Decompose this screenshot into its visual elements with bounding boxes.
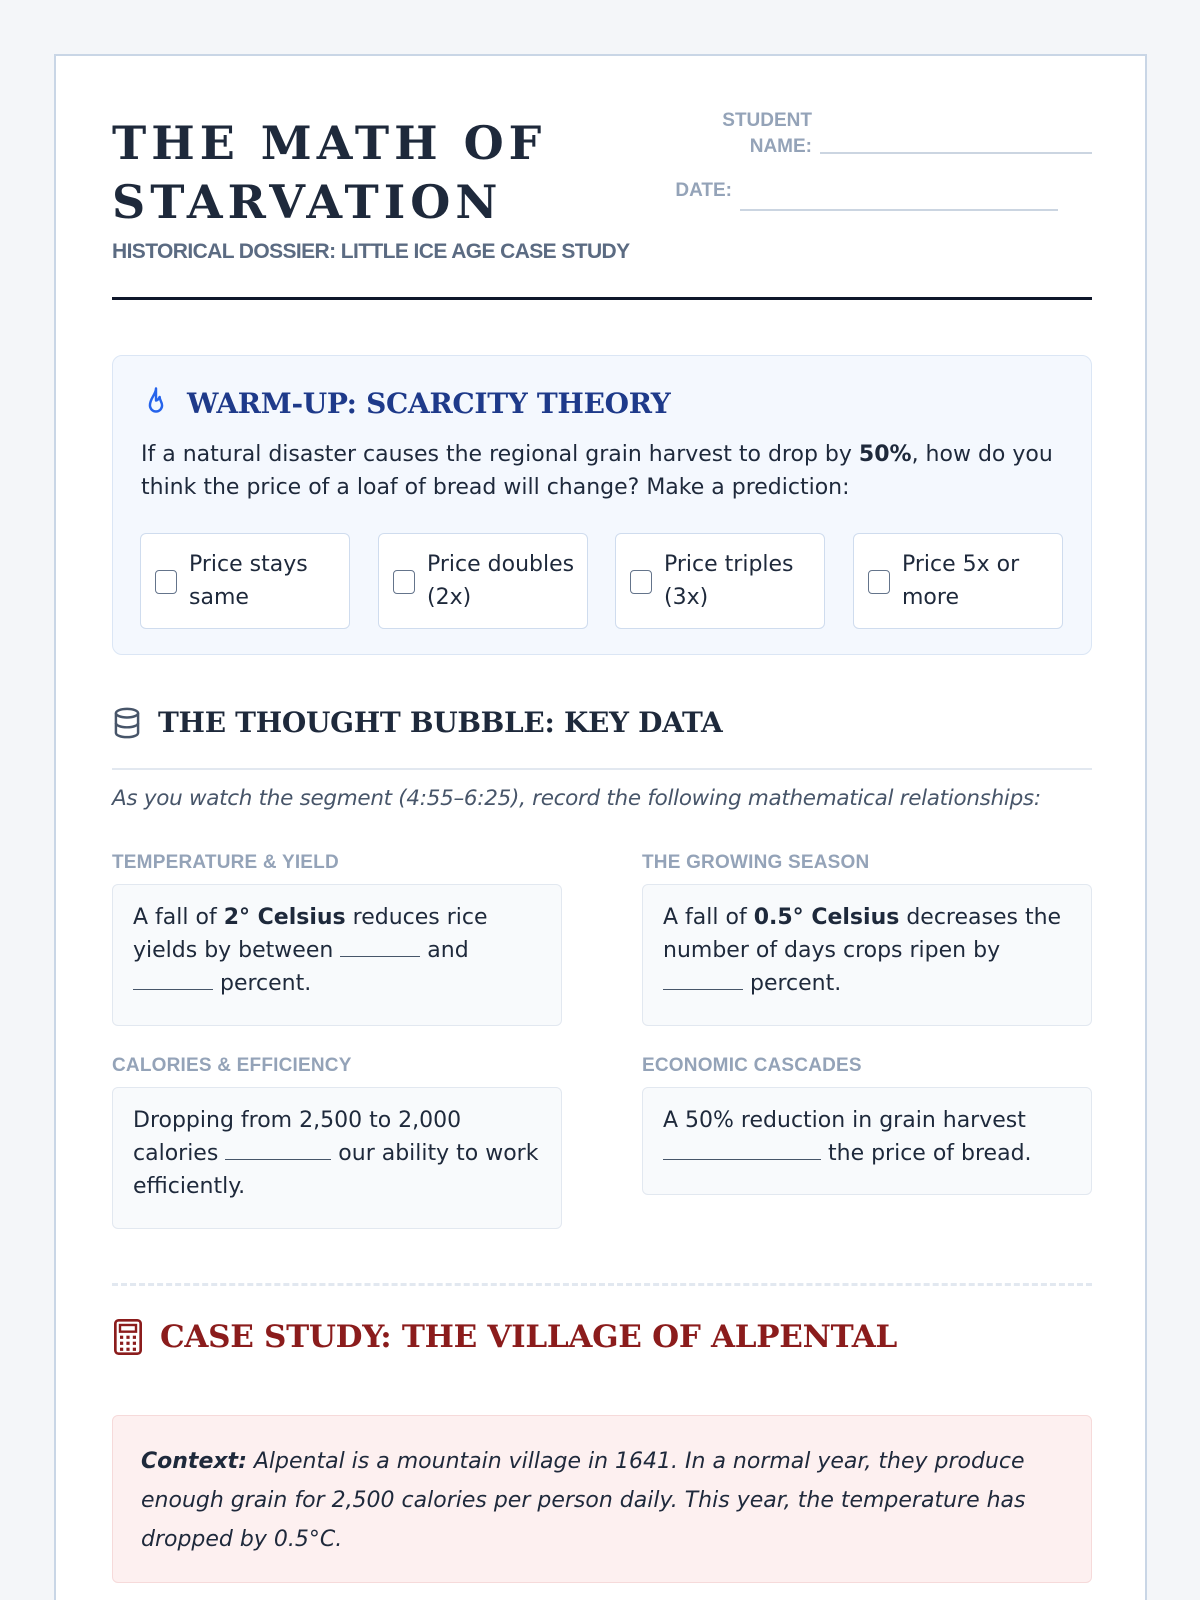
database-icon xyxy=(112,707,142,739)
calculator-icon xyxy=(112,1318,144,1356)
thought-bubble-instruction: As you watch the segment (4:55–6:25), record the following mathematical relationships: xyxy=(112,786,1041,811)
choice-price-5x[interactable] xyxy=(853,533,1063,629)
choice-label: Price triples (3x) xyxy=(664,552,794,610)
choice-label: Price 5x or more xyxy=(902,552,1020,610)
card-text: A fall of xyxy=(663,905,754,930)
student-name-label xyxy=(722,108,812,160)
card-economic-cascades xyxy=(642,1087,1092,1195)
warmup-heading-text: WARM-UP: SCARCITY THEORY xyxy=(187,386,671,420)
page-subtitle: HISTORICAL DOSSIER: LITTLE ICE AGE CASE STUDY xyxy=(112,240,630,263)
student-name-field[interactable] xyxy=(820,152,1092,154)
thought-bubble-heading xyxy=(112,706,722,739)
card-label-growing-season: THE GROWING SEASON xyxy=(642,852,870,873)
card-text: our ability to work efficiently. xyxy=(133,1141,539,1199)
header-divider xyxy=(112,297,1092,300)
choice-checkbox[interactable] xyxy=(155,570,177,594)
card-growing-season xyxy=(642,884,1092,1026)
card-text: A 50% reduction in grain harvest xyxy=(663,1108,1026,1133)
card-text: reduces rice yields by between xyxy=(133,905,488,963)
card-text: decreases the number of days crops ripen by xyxy=(663,905,1062,963)
choice-label: Price stays same xyxy=(189,552,308,610)
warmup-panel xyxy=(112,355,1092,655)
context-label: Context: xyxy=(141,1449,247,1474)
warmup-heading xyxy=(141,386,671,420)
fill-in-blank[interactable] xyxy=(225,1138,331,1160)
worksheet-page xyxy=(54,54,1147,1600)
card-calories-efficiency xyxy=(112,1087,562,1229)
flame-icon xyxy=(141,386,171,420)
case-study-heading-text: CASE STUDY: THE VILLAGE OF ALPENTAL xyxy=(160,1319,897,1355)
warmup-text-bold: 50% xyxy=(858,442,912,467)
warmup-text-end: , how do you think the price of a loaf of bread will change? Make a prediction: xyxy=(141,442,1053,500)
choice-checkbox[interactable] xyxy=(868,570,890,594)
card-text: percent. xyxy=(213,971,312,996)
choice-label: Price doubles (2x) xyxy=(427,552,575,610)
fill-in-blank[interactable] xyxy=(663,968,743,990)
card-text: percent. xyxy=(743,971,842,996)
student-label-line-2: NAME: xyxy=(749,136,812,157)
warmup-question xyxy=(141,438,1061,504)
choice-checkbox[interactable] xyxy=(393,570,415,594)
page-title xyxy=(112,114,672,232)
choice-price-doubles[interactable] xyxy=(378,533,588,629)
choice-checkbox[interactable] xyxy=(630,570,652,594)
student-label-line-1: STUDENT xyxy=(722,110,812,131)
card-label-calories-efficiency: CALORIES & EFFICIENCY xyxy=(112,1055,352,1076)
thought-bubble-heading-text: THE THOUGHT BUBBLE: KEY DATA xyxy=(158,706,723,739)
choice-price-same[interactable] xyxy=(140,533,350,629)
title-line-2: STARVATION xyxy=(112,175,503,229)
fill-in-blank[interactable] xyxy=(133,968,213,990)
warmup-text-start: If a natural disaster causes the regional grain harvest to drop by xyxy=(141,442,859,467)
card-text: and xyxy=(420,938,469,963)
card-label-economic-cascades: ECONOMIC CASCADES xyxy=(642,1055,862,1076)
card-text: Dropping from 2,500 to 2,000 calories xyxy=(133,1108,462,1166)
choice-price-triples[interactable] xyxy=(615,533,825,629)
case-study-context xyxy=(112,1415,1092,1583)
section-divider xyxy=(112,1283,1092,1286)
card-temperature-yield xyxy=(112,884,562,1026)
thought-bubble-divider xyxy=(112,768,1092,770)
date-field[interactable] xyxy=(740,209,1058,211)
card-text: A fall of xyxy=(133,905,224,930)
title-line-1: THE MATH OF xyxy=(112,116,547,170)
card-text: the price of bread. xyxy=(821,1141,1032,1166)
fill-in-blank[interactable] xyxy=(663,1138,821,1160)
fill-in-blank[interactable] xyxy=(340,935,420,957)
context-text: Alpental is a mountain village in 1641. In a normal year, they produce enough grain for 2,500 calories per person daily. This year, the temperature has dropped by 0.5°C. xyxy=(141,1449,1026,1552)
card-text-bold: 0.5° Celsius xyxy=(753,905,900,930)
date-label: DATE: xyxy=(675,180,732,201)
card-label-temperature-yield: TEMPERATURE & YIELD xyxy=(112,852,339,873)
case-study-heading xyxy=(112,1318,897,1356)
card-text-bold: 2° Celsius xyxy=(223,905,346,930)
